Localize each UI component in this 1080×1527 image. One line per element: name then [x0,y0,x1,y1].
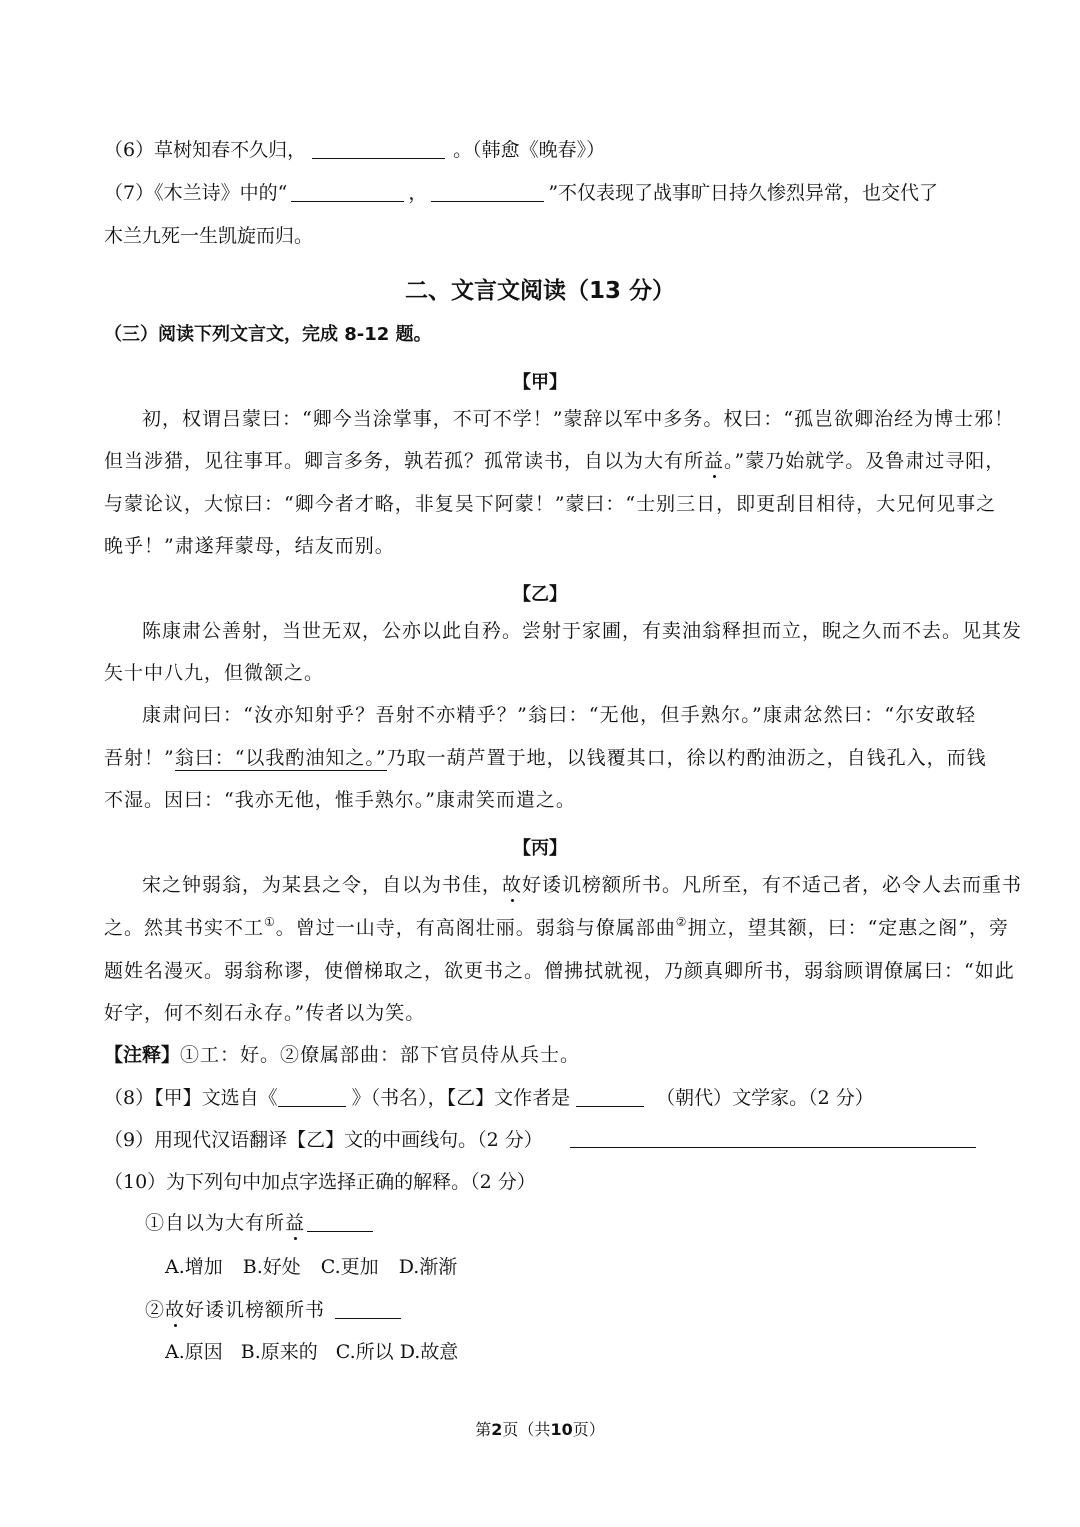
page-footer: 第2页（共10页） [475,1420,605,1439]
question-7-cont: 木兰九死一生凯旋而归。 [104,225,314,247]
passage-bing-line: 题姓名漫灭。弱翁称谬，使僧梯取之，欲更书之。僧拂拭就视，乃颜真卿所书，弱翁顾谓僚属曰：“如此 [104,960,1015,982]
answer-blank[interactable] [278,1088,346,1107]
passage-label-bing: 【丙】 [513,838,567,859]
section-title: 二、文言文阅读（13 分） [404,278,675,304]
passage-yi-line: 吾射！”翁曰：“以我酌油知之。”乃取一葫芦置于地，以钱覆其口，徐以杓酌油沥之，自钱孔入，而钱 [104,747,987,769]
option-b[interactable]: B.好处 [242,1256,301,1278]
passage-jia-line: 初，权谓吕蒙曰：“卿今当涂掌事，不可不学！”蒙辞以军中多务。权曰：“孤岂欲卿治经为博士邪！ [142,408,1015,430]
answer-blank[interactable] [335,1300,401,1319]
passage-yi-line: 康肃问曰：“汝亦知射乎？吾射不亦精乎？”翁曰：“无他，但手熟尔。”康肃忿然曰：“尔安敢轻 [142,704,976,726]
option-b[interactable]: B.原来的 [240,1341,318,1363]
option-d[interactable]: D.故意 [399,1341,459,1363]
passage-label-jia: 【甲】 [513,372,567,393]
passage-yi-line: 陈康肃公善射，当世无双，公亦以此自矜。尝射于家圃，有卖油翁释担而立，睨之久而不去。见其发 [142,620,1023,642]
answer-blank[interactable] [570,1147,976,1148]
underlined-sentence: 翁曰：“以我酌油知之。” [174,747,387,769]
answer-blank[interactable] [291,183,404,202]
answer-blank[interactable] [312,140,445,159]
passage-jia-line: 晚乎！”肃遂拜蒙母，结友而别。 [104,535,395,557]
option-c[interactable]: C.所以 [335,1341,394,1363]
option-c[interactable]: C.更加 [320,1256,379,1278]
passage-bing-line: 好字，何不刻石永存。”传者以为笑。 [104,1002,426,1024]
answer-blank[interactable] [576,1088,644,1107]
passage-label-yi: 【乙】 [513,584,567,605]
question-10-options-1 [165,1258,976,1277]
option-d[interactable]: D.渐渐 [398,1256,458,1278]
passage-jia-line: 但当涉猎，见往事耳。卿言多务，孰若孤？孤常读书，自以为大有所益。”蒙乃始就学。及鲁肃过寻阳， [104,450,1006,472]
passage-bing-line: 之。然其书实不工①。曾过一山寺，有高阁壮丽。弱翁与僚属部曲②拥立，望其额，曰：“定惠之阁”，旁 [104,915,1009,939]
question-10-options-2 [165,1343,976,1362]
passage-bing-line: 宋之钟弱翁，为某县之令，自以为书佳，故好诿讥榜额所书。凡所至，有不适己者，必令人去而重书 [142,874,1023,896]
question-7: （7）《木兰诗》中的“ ， ”不仅表现了战事旷日持久惨烈异常，也交代了 [104,182,939,204]
question-8: （8）【甲】文选自《 》（书名），【乙】文作者是 （朝代）文学家。（2 分） [104,1087,874,1109]
section-instruction: （三）阅读下列文言文，完成 8-12 题。 [104,324,432,345]
passage-jia-line: 与蒙论议，大惊曰：“卿今者才略，非复吴下阿蒙！”蒙曰：“士别三日，即更刮目相待，大兄何见事之 [104,493,997,515]
answer-blank[interactable] [307,1213,373,1232]
notes: 【注释】①工：好。②僚属部曲：部下官员侍从兵士。 [104,1044,581,1066]
passage-yi-line: 矢十中八九，但微颔之。 [104,662,325,684]
question-6: （6）草树知春不久归， 。（韩愈《晚春》） [104,139,606,161]
passage-yi-line: 不湿。因曰：“我亦无他，惟手熟尔。”康肃笑而遣之。 [104,789,576,811]
question-10: （10）为下列句中加点字选择正确的解释。（2 分） [104,1171,536,1193]
answer-blank[interactable] [431,183,544,202]
option-a[interactable]: A.增加 [165,1256,223,1278]
option-a[interactable]: A.原因 [165,1341,223,1363]
question-10-item-2: ②故好诿讥榜额所书 [145,1300,976,1320]
question-10-item-1: ①自以为大有所益 [145,1213,976,1233]
question-9: （9）用现代汉语翻译【乙】文的中画线句。（2 分） [104,1129,543,1151]
